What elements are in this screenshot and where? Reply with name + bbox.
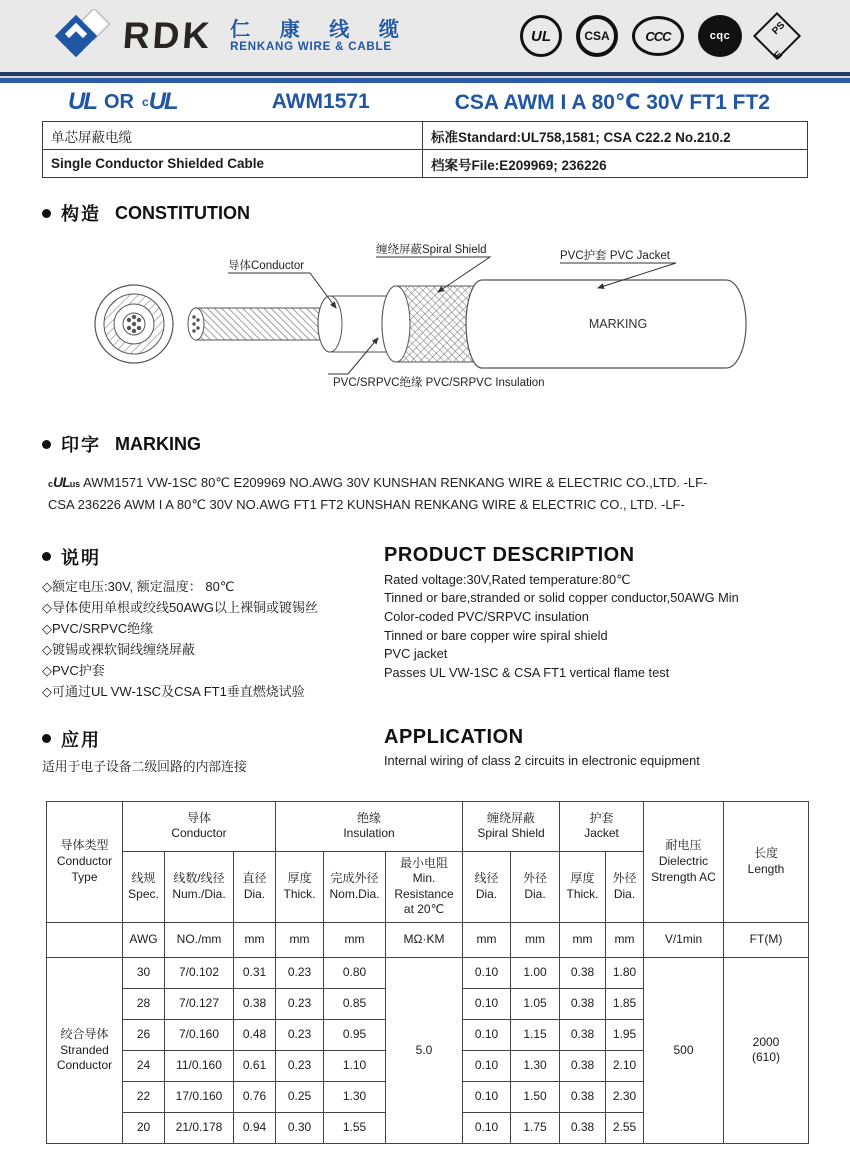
col-header-shield-od: 外径 Dia. [511, 851, 560, 922]
cell: 0.31 [234, 957, 276, 988]
list-item: ◇PVC/SRPVC绝缘 [42, 620, 154, 636]
list-item: ◇镀锡或裸软铜线缠绕屏蔽 [42, 641, 195, 657]
list-item: ◇PVC护套 [42, 662, 105, 678]
pse-cert-icon [753, 12, 801, 60]
insulation-group-header: 绝缘 Insulation [276, 801, 463, 851]
spiral-shield-label: 缠绕屏蔽Spiral Shield [376, 244, 487, 256]
col-header-num-dia: 线数/线径 Num./Dia. [165, 851, 234, 922]
table-row [43, 150, 808, 178]
conductor-group-header: 导体 Conductor [123, 801, 276, 851]
col-header-min-resistance: 最小电阻 Min. Resistance at 20℃ [386, 851, 463, 922]
marking-line-1-text: AWM1571 VW-1SC 80℃ E209969 NO.AWG 30V KUNSHAN RENKANG WIRE & ELECTRIC CO.,LTD. -LF- [83, 475, 708, 490]
description-en-list [384, 571, 808, 683]
min-resistance-cell: 5.0 [386, 957, 463, 1143]
cell: 7/0.160 [165, 1019, 234, 1050]
culus-mark: cULus [48, 474, 81, 490]
header-band [0, 0, 850, 72]
marking-heading [42, 431, 850, 457]
unit-empty [47, 922, 123, 957]
col-header-jacket-thick: 厚度 Thick. [560, 851, 606, 922]
csa-cert-icon [576, 15, 618, 57]
description-cn-heading [42, 544, 384, 570]
cell: 0.23 [276, 1050, 324, 1081]
marking-content [48, 471, 788, 516]
bullet-icon [42, 440, 51, 449]
col-header-nom-dia: 完成外径 Nom.Dia. [324, 851, 386, 922]
unit-cell: NO./mm [165, 922, 234, 957]
group-header-row [47, 801, 809, 851]
cell: 1.80 [606, 957, 644, 988]
list-item: Passes UL VW-1SC & CSA FT1 vertical flame test [384, 664, 670, 680]
col-header-ins-thick: 厚度 Thick. [276, 851, 324, 922]
product-title-row [0, 83, 850, 121]
list-item: ◇可通过UL VW-1SC及CSA FT1垂直燃烧试验 [42, 683, 305, 699]
marking-text: MARKING [588, 317, 648, 331]
cell: 0.94 [234, 1112, 276, 1143]
conductor-type-cell: 绞合导体 Stranded Conductor [47, 957, 123, 1143]
list-item: PVC jacket [384, 646, 448, 662]
description-cn-column [42, 544, 384, 702]
marking-line-1 [48, 471, 788, 494]
model-number: AWM1571 [271, 90, 370, 113]
pse-cert-label: PS E [770, 19, 788, 62]
rating-spec: CSA AWM I A 80℃ 30V FT1 FT2 [454, 90, 770, 114]
cell: 2.30 [606, 1081, 644, 1112]
cell: 0.10 [463, 1019, 511, 1050]
cell: 28 [123, 988, 165, 1019]
ccc-cert-icon [632, 16, 684, 56]
application-cn-heading [42, 726, 384, 752]
unit-cell: mm [606, 922, 644, 957]
unit-cell: mm [560, 922, 606, 957]
cell: 20 [123, 1112, 165, 1143]
marking-line-2: CSA 236226 AWM I A 80℃ 30V NO.AWG FT1 FT2 KUNSHAN RENKANG WIRE & ELECTRIC CO., LTD. -LF- [48, 497, 685, 513]
table-row [43, 122, 808, 150]
col-header-dia: 直径 Dia. [234, 851, 276, 922]
application-heading-cn: 应用 [61, 729, 101, 750]
pvc-jacket-label: PVC护套 PVC Jacket [560, 250, 670, 262]
cell: 0.23 [276, 957, 324, 988]
unit-cell: AWG [123, 922, 165, 957]
description-en-column [384, 544, 808, 702]
unit-cell: mm [234, 922, 276, 957]
cell: 30 [123, 957, 165, 988]
description-heading-en: PRODUCT DESCRIPTION [384, 543, 635, 566]
cell: 0.38 [560, 1019, 606, 1050]
cell: 17/0.160 [165, 1081, 234, 1112]
list-item: Rated voltage:30V,Rated temperature:80℃ [384, 571, 631, 587]
unit-cell: mm [463, 922, 511, 957]
length-header: 长度 Length [724, 801, 809, 922]
list-item: ◇导体使用单根或绞线50AWG以上裸铜或镀锡丝 [42, 599, 319, 615]
cell: 0.61 [234, 1050, 276, 1081]
cell: 2.10 [606, 1050, 644, 1081]
cell: 7/0.102 [165, 957, 234, 988]
cell: 1.30 [511, 1050, 560, 1081]
marking-heading-en: MARKING [115, 433, 201, 454]
file-number-cell: 档案号File:E209969; 236226 [423, 150, 808, 178]
constitution-heading-en: CONSTITUTION [115, 202, 250, 223]
cell: 1.15 [511, 1019, 560, 1050]
units-row [47, 922, 809, 957]
insulation-label: PVC/SRPVC绝缘 PVC/SRPVC Insulation [333, 377, 545, 389]
unit-cell: mm [511, 922, 560, 957]
certification-marks [520, 15, 798, 62]
product-info-table [42, 121, 808, 178]
cell: 0.23 [276, 988, 324, 1019]
cell: 0.30 [276, 1112, 324, 1143]
cell: 0.10 [463, 1081, 511, 1112]
application-heading-en: APPLICATION [384, 725, 524, 748]
application-cn-text: 适用于电子设备二级回路的内部连接 [42, 758, 247, 774]
cross-section-view [95, 285, 173, 363]
cable-construction-diagram [78, 236, 768, 392]
cell: 1.95 [606, 1019, 644, 1050]
cell: 22 [123, 1081, 165, 1112]
list-item: Color-coded PVC/SRPVC insulation [384, 608, 589, 624]
application-cn-column [42, 726, 384, 775]
cell: 0.80 [324, 957, 386, 988]
cell: 0.38 [560, 1050, 606, 1081]
list-item: Tinned or bare,stranded or solid copper conductor,50AWG Min [384, 590, 739, 606]
jacket-layer [466, 280, 746, 368]
ul-mark: UL [68, 88, 96, 115]
unit-cell: V/1min [644, 922, 724, 957]
dielectric-header: 耐电压 Dielectric Strength AC [644, 801, 724, 922]
cul-mark: UL [148, 88, 177, 115]
jacket-group-header: 护套 Jacket [560, 801, 644, 851]
col-header-shield-dia: 线径 Dia. [463, 851, 511, 922]
cell: 0.38 [234, 988, 276, 1019]
corner-header: 导体类型 Conductor Type [47, 801, 123, 922]
cell: 0.10 [463, 1050, 511, 1081]
cul-prefix: c [142, 95, 149, 109]
cell: 0.95 [324, 1019, 386, 1050]
cell: 1.10 [324, 1050, 386, 1081]
dielectric-cell: 500 [644, 957, 724, 1143]
logo-chinese-name: 仁 康 线 缆 [230, 18, 411, 41]
ul-cert-label: UL [531, 27, 551, 45]
cell: 0.38 [560, 957, 606, 988]
cell: 0.10 [463, 957, 511, 988]
constitution-heading [42, 200, 850, 226]
marking-heading-cn: 印字 [61, 435, 101, 455]
description-section [42, 544, 850, 702]
cell: 0.25 [276, 1081, 324, 1112]
specification-table [46, 801, 809, 1144]
product-name-en: Single Conductor Shielded Cable [43, 150, 423, 178]
ccc-cert-label: CCC [645, 28, 671, 44]
cell: 0.38 [560, 988, 606, 1019]
conductor-label: 导体Conductor [228, 260, 305, 272]
col-header-spec: 线规 Spec. [123, 851, 165, 922]
cell: 1.55 [324, 1112, 386, 1143]
cell: 0.38 [560, 1081, 606, 1112]
cell: 1.75 [511, 1112, 560, 1143]
cell: 24 [123, 1050, 165, 1081]
application-en-column [384, 726, 808, 775]
cell: 0.10 [463, 988, 511, 1019]
application-section [42, 726, 850, 775]
cell: 26 [123, 1019, 165, 1050]
cell: 0.48 [234, 1019, 276, 1050]
logo-english-name: RENKANG WIRE & CABLE [230, 40, 392, 53]
unit-cell: mm [324, 922, 386, 957]
csa-cert-label: CSA [584, 29, 610, 43]
unit-cell: MΩ·KM [386, 922, 463, 957]
cell: 11/0.160 [165, 1050, 234, 1081]
ul-cert-icon [520, 15, 562, 57]
cell: 1.05 [511, 988, 560, 1019]
title-or: OR [104, 90, 134, 113]
logo-diamond-icon [55, 9, 113, 63]
cell: 0.23 [276, 1019, 324, 1050]
cell: 1.50 [511, 1081, 560, 1112]
product-name-cn: 单芯屏蔽电缆 [43, 122, 423, 150]
logo-rdk-text: RDK [121, 15, 214, 56]
bullet-icon [42, 734, 51, 743]
cell: 0.76 [234, 1081, 276, 1112]
table-row [47, 957, 809, 988]
description-cn-list [42, 576, 384, 702]
spiral-shield-group-header: 缠绕屏蔽 Spiral Shield [463, 801, 560, 851]
cell: 1.00 [511, 957, 560, 988]
constitution-heading-cn: 构造 [61, 204, 101, 224]
standard-cell: 标准Standard:UL758,1581; CSA C22.2 No.210.2 [423, 122, 808, 150]
bullet-icon [42, 552, 51, 561]
list-item: ◇额定电压:30V, 额定温度： 80℃ [42, 578, 235, 594]
company-logo [55, 9, 411, 63]
cell: 0.85 [324, 988, 386, 1019]
unit-cell: FT(M) [724, 922, 809, 957]
logo-name-block [230, 20, 411, 53]
cell: 1.85 [606, 988, 644, 1019]
cell: 2.55 [606, 1112, 644, 1143]
description-heading-cn: 说明 [61, 547, 101, 568]
cqc-cert-label: cqc [709, 30, 731, 42]
cell: 7/0.127 [165, 988, 234, 1019]
cell: 0.10 [463, 1112, 511, 1143]
cell: 21/0.178 [165, 1112, 234, 1143]
cqc-cert-icon [698, 15, 742, 57]
cutaway-cable [188, 280, 746, 368]
bullet-icon [42, 209, 51, 218]
application-en-text: Internal wiring of class 2 circuits in electronic equipment [384, 752, 700, 768]
cell: 1.30 [324, 1081, 386, 1112]
col-header-jacket-od: 外径 Dia. [606, 851, 644, 922]
cell: 0.38 [560, 1112, 606, 1143]
length-cell: 2000 (610) [724, 957, 809, 1143]
unit-cell: mm [276, 922, 324, 957]
list-item: Tinned or bare copper wire spiral shield [384, 627, 608, 643]
